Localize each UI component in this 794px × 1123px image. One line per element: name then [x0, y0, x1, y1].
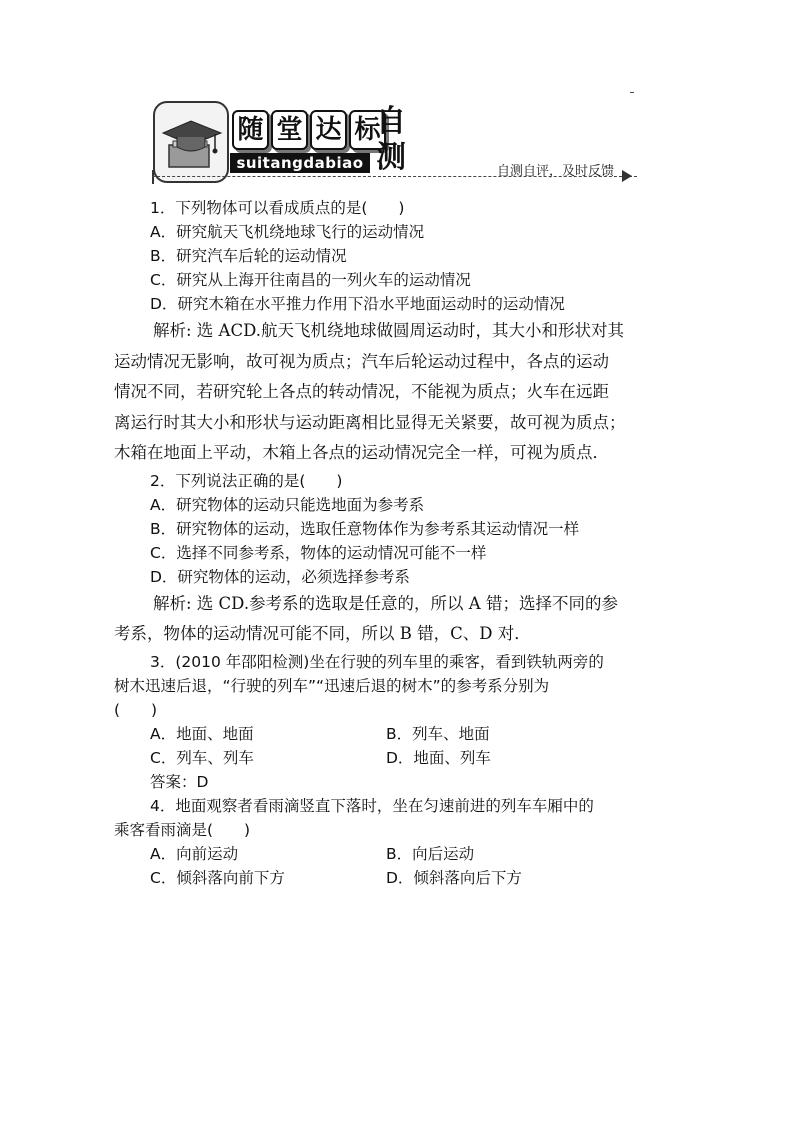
section-pinyin: suitangdabiao [230, 153, 370, 173]
graduation-cap-icon [153, 101, 229, 183]
option-d: D．研究物体的运动，必须选择参考系 [150, 567, 410, 586]
arrow-right-icon [622, 170, 632, 182]
analysis-line: 考系，物体的运动情况可能不同，所以 B 错，C、D 对． [114, 624, 531, 643]
analysis-line: 解析: 选 ACD.航天飞机绕地球做圆周运动时，其大小和形状对其 [153, 321, 624, 340]
analysis-line: 运动情况无影响，故可视为质点；汽车后轮运动过程中，各点的运动 [114, 351, 609, 371]
vertical-char: 自 [376, 104, 406, 139]
question-stem: ( ) [114, 700, 158, 719]
option-d: D．倾斜落向后下方 [386, 868, 522, 887]
question-2 [114, 469, 689, 650]
option-b: B．列车、地面 [386, 724, 490, 743]
section-vertical-title [376, 104, 406, 176]
analysis-line: 情况不同，若研究轮上各点的转动情况，不能视为质点；火车在远距 [114, 382, 609, 401]
vertical-char: 测 [376, 140, 406, 175]
option-row [114, 722, 689, 746]
question-stem: 2．下列说法正确的是( ) [150, 471, 343, 490]
option-a: A．研究物体的运动只能选地面为参考系 [150, 495, 425, 514]
question-stem: 3．(2010 年邵阳检测)坐在行驶的列车里的乘客，看到铁轨两旁的 [150, 652, 604, 671]
question-stem: 乘客看雨滴是( ) [114, 820, 251, 839]
question-stem: 树木迅速后退，“行驶的列车”“迅速后退的树木”的参考系分别为 [114, 676, 550, 695]
corner-mark [630, 92, 634, 97]
title-char: 堂 [271, 110, 308, 150]
header-divider [152, 176, 637, 178]
question-list [114, 196, 689, 890]
question-stem: 4．地面观察者看雨滴竖直下落时，坐在匀速前进的列车车厢中的 [150, 796, 594, 815]
answer-line: 答案：D [150, 772, 209, 791]
section-title [232, 110, 386, 150]
option-c: C．倾斜落向前下方 [150, 868, 285, 887]
title-char: 达 [310, 110, 347, 150]
question-stem: 1．下列物体可以看成质点的是( ) [150, 199, 405, 217]
title-char: 随 [232, 110, 269, 150]
option-row [114, 866, 689, 890]
option-row [114, 842, 689, 866]
option-a: A．研究航天飞机绕地球飞行的运动情况 [150, 223, 425, 241]
option-d: D．地面、列车 [386, 748, 491, 767]
option-d: D．研究木箱在水平推力作用下沿水平地面运动时的运动情况 [150, 295, 565, 313]
option-b: B．研究汽车后轮的运动情况 [150, 247, 347, 265]
option-a: A．向前运动 [150, 844, 239, 863]
option-b: B．向后运动 [386, 844, 475, 863]
section-subtitle: 自测自评，及时反馈 [497, 164, 615, 179]
question-3 [114, 650, 689, 794]
analysis-line: 解析: 选 CD.参考系的选取是任意的，所以 A 错；选择不同的参 [153, 593, 618, 613]
option-a: A．地面、地面 [150, 724, 254, 743]
analysis-line: 离运行时其大小和形状与运动距离相比显得无关紧要，故可视为质点； [114, 412, 626, 432]
option-c: C．列车、列车 [150, 748, 254, 767]
analysis-line: 木箱在地面上平动，木箱上各点的运动情况完全一样，可视为质点． [114, 443, 609, 462]
title-char: 标 [349, 110, 386, 150]
option-row [114, 746, 689, 770]
option-b: B．研究物体的运动，选取任意物体作为参考系其运动情况一样 [150, 519, 580, 538]
option-c: C．研究从上海开往南昌的一列火车的运动情况 [150, 271, 471, 289]
question-4 [114, 794, 689, 890]
question-1 [114, 196, 689, 469]
option-c: C．选择不同参考系，物体的运动情况可能不一样 [150, 543, 487, 562]
